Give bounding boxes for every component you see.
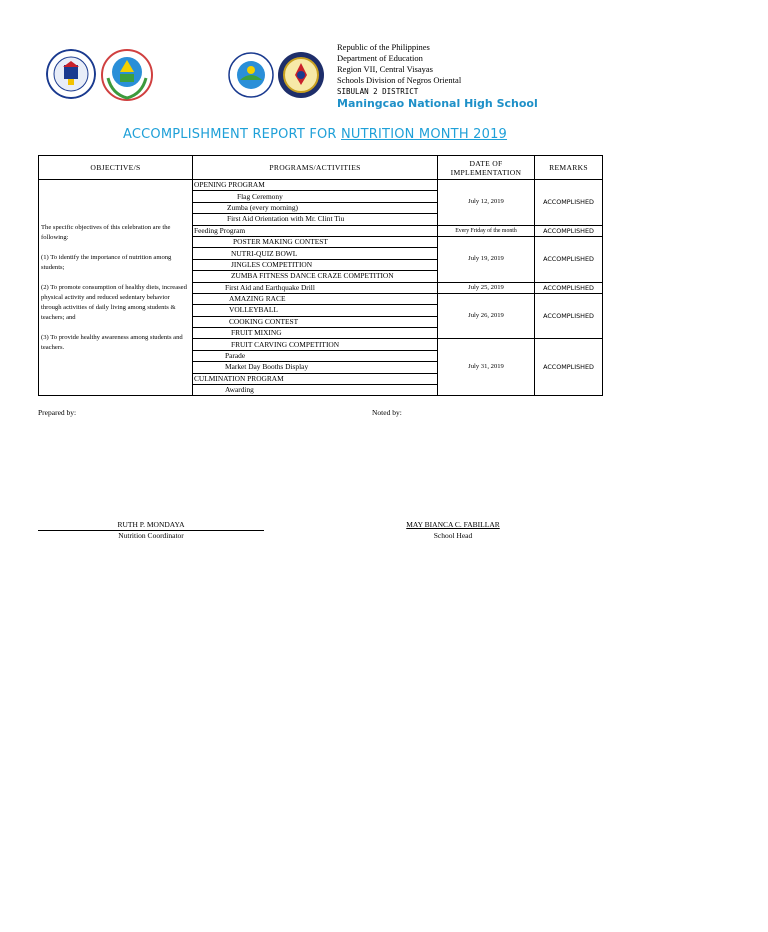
objective-item: (1) To identify the importance of nutrition among students; [41, 253, 172, 271]
remarks-cell: ACCOMPLISHED [535, 339, 603, 396]
date-cell: Every Friday of the month [438, 225, 535, 236]
activity-cell: JINGLES COMPETITION [193, 259, 438, 270]
letterhead-line: Republic of the Philippines [337, 42, 430, 52]
activity-cell: First Aid Orientation with Mr. Clint Tiu [193, 214, 438, 225]
activity-cell: CULMINATION PROGRAM [193, 373, 438, 384]
letterhead-line: SIBULAN 2 DISTRICT [337, 87, 419, 96]
activity-cell: VOLLEYBALL [193, 305, 438, 316]
remarks-cell: ACCOMPLISHED [535, 282, 603, 293]
letterhead-line: Region VII, Central Visayas [337, 64, 433, 74]
objectives-cell [39, 180, 193, 396]
activity-cell: Feeding Program [193, 225, 438, 236]
header-date-line: IMPLEMENTATION [450, 167, 522, 177]
district-seal-icon [277, 51, 325, 99]
letterhead-line: Schools Division of Negros Oriental [337, 75, 462, 85]
remarks-cell: ACCOMPLISHED [535, 225, 603, 236]
school-seal-icon [100, 48, 154, 102]
header-objectives: OBJECTIVE/S [39, 156, 193, 180]
activity-cell: First Aid and Earthquake Drill [193, 282, 438, 293]
title-emphasis: NUTRITION MONTH 2019 [341, 127, 508, 142]
remarks-cell: ACCOMPLISHED [535, 180, 603, 226]
objective-item: (3) To provide healthy awareness among students and teachers. [41, 333, 183, 351]
activity-cell: FRUIT MIXING [193, 328, 438, 339]
table-header-row [39, 156, 603, 180]
objective-item: (2) To promote consumption of healthy diets, increased physical activity and reduced sedentary behavior through activities of daily living among students & teachers; and [41, 283, 187, 321]
date-cell: July 31, 2019 [438, 339, 535, 396]
deped-seal-icon [46, 49, 96, 99]
activity-cell: FRUIT CARVING COMPETITION [193, 339, 438, 350]
accomplishment-table [38, 155, 603, 396]
division-seal-icon [228, 52, 274, 98]
activity-cell: POSTER MAKING CONTEST [193, 236, 438, 247]
title-prefix: ACCOMPLISHMENT REPORT FOR [123, 127, 341, 142]
prepared-by-label: Prepared by: [38, 408, 77, 417]
date-cell: July 26, 2019 [438, 293, 535, 339]
header-remarks: REMARKS [535, 156, 603, 180]
date-cell: July 19, 2019 [438, 236, 535, 282]
header-programs: PROGRAMS/ACTIVITIES [193, 156, 438, 180]
activity-cell: COOKING CONTEST [193, 316, 438, 327]
letterhead-line: Department of Education [337, 53, 423, 63]
school-name: Maningcao National High School [337, 97, 538, 110]
noted-by-label: Noted by: [372, 408, 402, 417]
activity-cell: ZUMBA FITNESS DANCE CRAZE COMPETITION [193, 271, 438, 282]
preparer-role: Nutrition Coordinator [118, 531, 184, 540]
activity-cell: NUTRI-QUIZ BOWL [193, 248, 438, 259]
activity-cell: Parade [193, 350, 438, 361]
preparer-name: RUTH P. MONDAYA [117, 520, 185, 529]
header-date-line: DATE OF [469, 158, 503, 168]
remarks-cell: ACCOMPLISHED [535, 293, 603, 339]
report-title [123, 127, 507, 142]
header-date [438, 156, 535, 180]
activity-cell: Market Day Booths Display [193, 362, 438, 373]
date-cell: July 25, 2019 [438, 282, 535, 293]
activity-cell: OPENING PROGRAM [193, 180, 438, 191]
remarks-cell: ACCOMPLISHED [535, 236, 603, 282]
table-row [39, 180, 603, 191]
activity-cell: Flag Ceremony [193, 191, 438, 202]
objectives-intro: The specific objectives of this celebration are the following: [41, 223, 171, 241]
date-cell: July 12, 2019 [438, 180, 535, 226]
activity-cell: Awarding [193, 385, 438, 396]
letterhead [337, 42, 538, 111]
noter-role: School Head [433, 531, 473, 540]
activity-cell: AMAZING RACE [193, 293, 438, 304]
noter-name: MAY BIANCA C. FABILLAR [406, 520, 500, 529]
activity-cell: Zumba (every morning) [193, 202, 438, 213]
